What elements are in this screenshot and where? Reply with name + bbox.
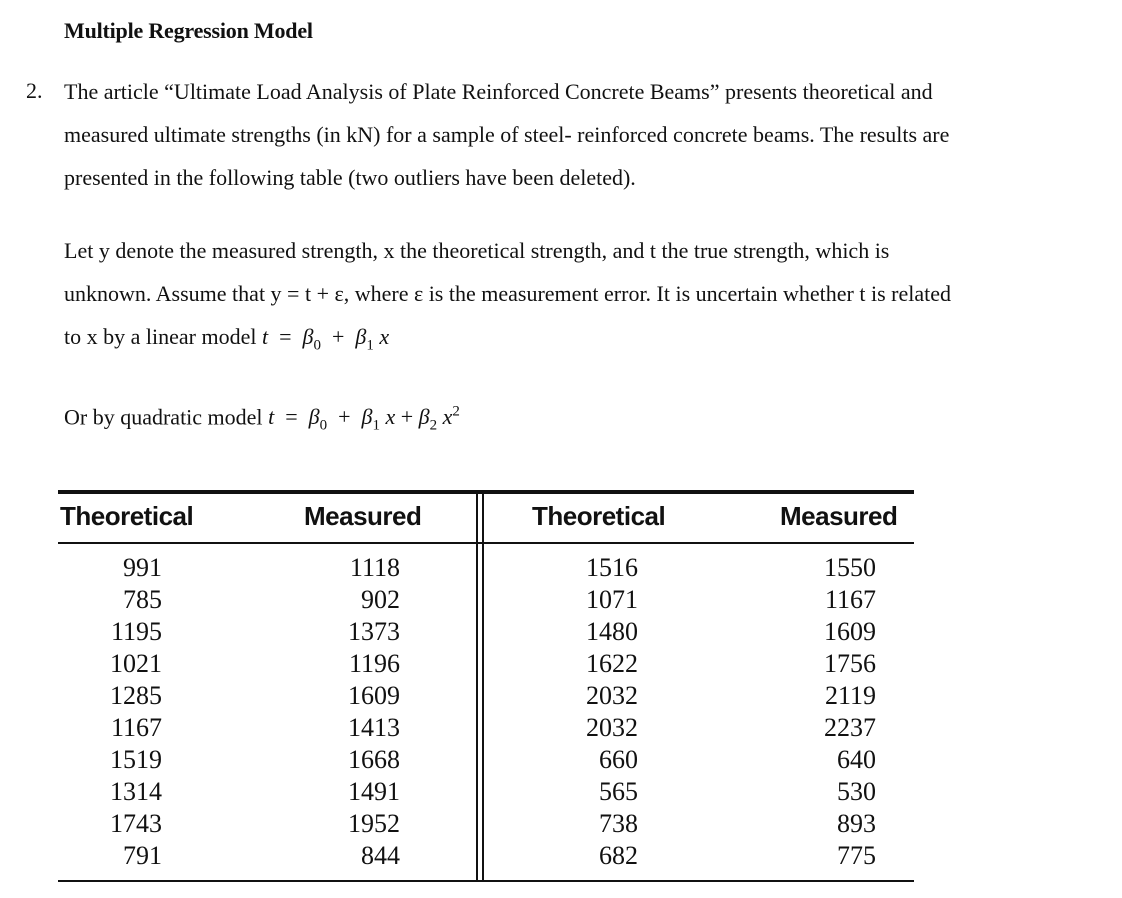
- quadratic-model-equation: $t = \beta_0 + \beta_1$ $x + \beta_2$ $x^2$: [268, 404, 460, 434]
- table-cell: 2032: [586, 681, 638, 710]
- table-cell: 1413: [348, 713, 400, 742]
- table-cell: 1519: [110, 745, 162, 774]
- table-cell: 2119: [824, 681, 876, 710]
- table-cell: 1071: [586, 585, 638, 614]
- table-cell: 1491: [348, 777, 400, 806]
- table-cell: 775: [837, 841, 876, 870]
- table-cell: 1550: [824, 553, 876, 582]
- table-top-rule: [58, 490, 914, 494]
- strength-table: [58, 490, 914, 882]
- table-cell: 1609: [348, 681, 400, 710]
- table-cell: 660: [599, 745, 638, 774]
- table-cell: 785: [123, 585, 162, 614]
- table-cell: 1167: [110, 713, 162, 742]
- table-cell: 738: [599, 809, 638, 838]
- table-cell: 1668: [348, 745, 400, 774]
- intro-line: The article “Ultimate Load Analysis of Plate Reinforced Concrete Beams” presents theoretical and: [64, 79, 933, 104]
- table-cell: 1516: [586, 553, 638, 582]
- measured-column: [324, 552, 400, 872]
- quadratic-model-prefix: Or by quadratic model: [64, 404, 269, 430]
- table-cell: 1373: [348, 617, 400, 646]
- section-heading: Multiple Regression Model: [64, 18, 313, 43]
- column-header: Theoretical: [60, 501, 194, 531]
- table-cell: 2032: [586, 713, 638, 742]
- linear-model-prefix: to x by a linear model: [64, 324, 262, 349]
- table-cell: 902: [361, 585, 400, 614]
- table-cell: 1195: [110, 617, 162, 646]
- table-cell: 1609: [824, 617, 876, 646]
- table-cell: 1196: [348, 649, 400, 678]
- table-cell: 2237: [824, 713, 876, 742]
- table-cell: 1743: [110, 809, 162, 838]
- table-header-rule: [58, 542, 914, 544]
- model-line: unknown. Assume that y = t + ε, where ε is the measurement error. It is uncertain whether t is related: [64, 281, 952, 306]
- table-cell: 1285: [110, 681, 162, 710]
- table-cell: 991: [123, 553, 162, 582]
- table-cell: 1167: [824, 585, 876, 614]
- intro-line: presented in the following table (two outliers have been deleted).: [64, 165, 636, 190]
- table-cell: 791: [123, 841, 162, 870]
- table-cell: 530: [837, 777, 876, 806]
- linear-model-equation: $t = \beta_0 + \beta_1$ x: [261, 324, 390, 354]
- table-cell: 1622: [586, 649, 638, 678]
- quadratic-model-line: [64, 398, 1104, 441]
- table-cell: 1480: [586, 617, 638, 646]
- model-line: Let y denote the measured strength, x the theoretical strength, and t the true strength, which is: [64, 238, 890, 263]
- table-cell: 1021: [110, 649, 162, 678]
- table-cell: 1118: [349, 553, 400, 582]
- column-header: Measured: [304, 501, 422, 531]
- table-bottom-rule: [58, 880, 914, 882]
- table-cell: 1314: [110, 777, 162, 806]
- intro-line: measured ultimate strengths (in kN) for a sample of steel- reinforced concrete beams. The results are: [64, 122, 950, 147]
- column-header: Theoretical: [532, 501, 666, 531]
- linear-model-line: [64, 323, 1104, 366]
- table-cell: 565: [599, 777, 638, 806]
- table-cell: 844: [361, 841, 400, 870]
- question-number: 2.: [26, 78, 43, 103]
- question-intro: [64, 78, 1104, 207]
- theoretical-column: [88, 552, 162, 872]
- table-divider: [482, 490, 484, 882]
- table-cell: 1756: [824, 649, 876, 678]
- table-cell: 1952: [348, 809, 400, 838]
- model-description: [64, 237, 1104, 366]
- table-divider: [476, 490, 478, 882]
- measured-column: [800, 552, 876, 872]
- table-cell: 682: [599, 841, 638, 870]
- table-cell: 640: [837, 745, 876, 774]
- theoretical-column: [562, 552, 638, 872]
- column-header: Measured: [780, 501, 898, 531]
- table-cell: 893: [837, 809, 876, 838]
